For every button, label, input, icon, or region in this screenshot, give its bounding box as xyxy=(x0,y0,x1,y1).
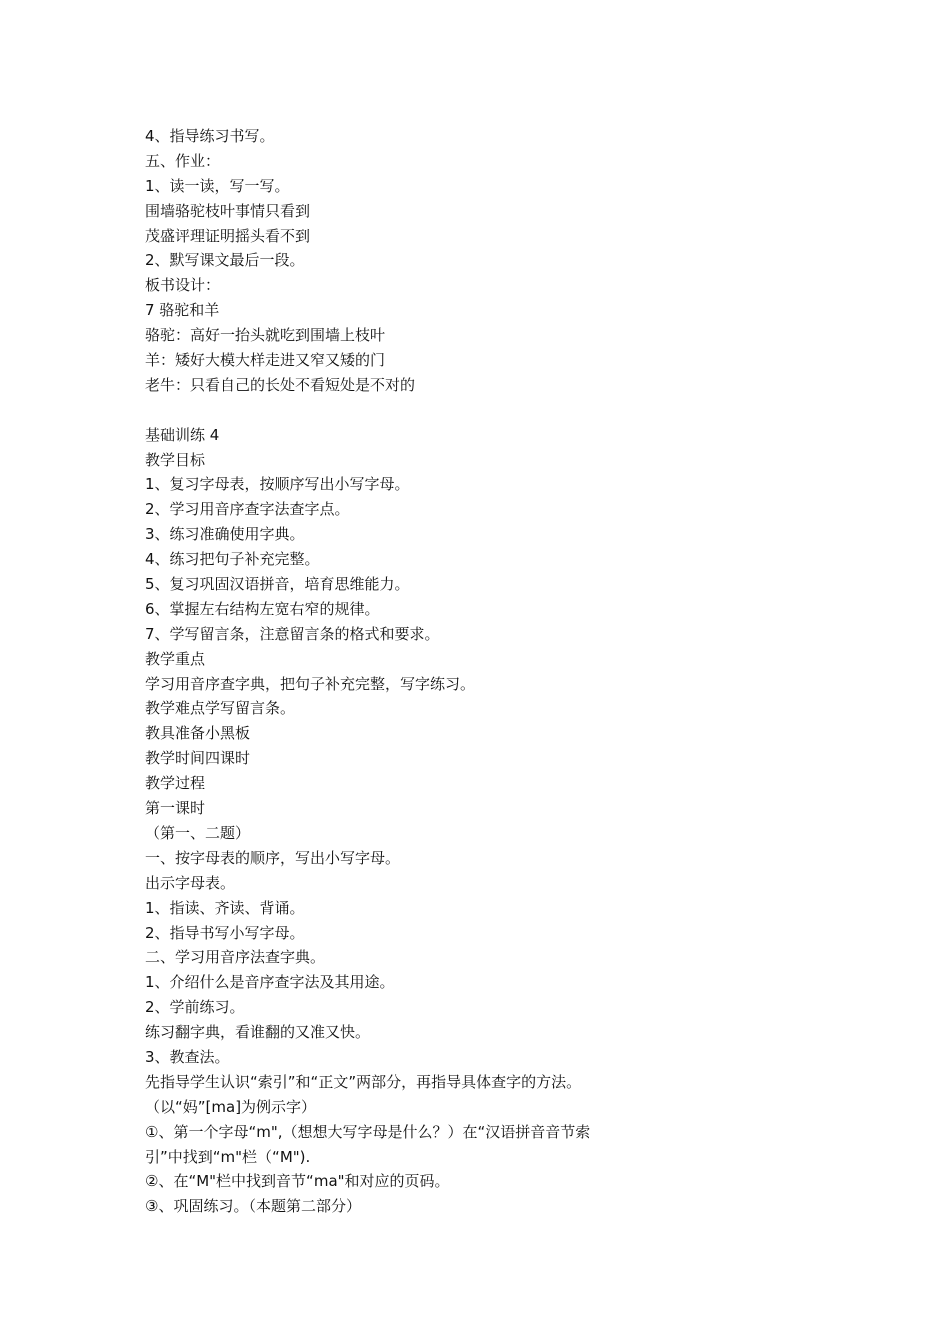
body-line: 教具准备小黑板 xyxy=(145,724,251,743)
section-heading-process: 教学过程 xyxy=(145,774,206,793)
vocab-line: 围墙骆驼枝叶事情只看到 xyxy=(145,201,311,220)
body-line: 教学时间四课时 xyxy=(145,749,251,768)
section-heading-key-points: 教学重点 xyxy=(145,649,206,668)
body-line: 教学难点学写留言条。 xyxy=(145,699,296,718)
body-line: 1、介绍什么是音序查字法及其用途。 xyxy=(145,973,395,992)
body-line: 一、按字母表的顺序，写出小写字母。 xyxy=(145,848,401,867)
body-line: （第一、二题） xyxy=(145,823,251,842)
body-line: 学习用音序查字典，把句子补充完整，写字练习。 xyxy=(145,674,476,693)
document-body xyxy=(145,124,685,1219)
board-title: 7 骆驼和羊 xyxy=(145,301,220,320)
body-line: 3、教查法。 xyxy=(145,1047,230,1066)
body-line: 1、读一读，写一写。 xyxy=(145,176,290,195)
section-heading-board-design: 板书设计： xyxy=(145,276,221,295)
body-line: 二、学习用音序法查字典。 xyxy=(145,948,326,967)
section-heading-homework: 五、作业： xyxy=(145,151,221,170)
objective-item: 7、学写留言条，注意留言条的格式和要求。 xyxy=(145,624,440,643)
board-line: 骆驼：高好一抬头就吃到围墙上枝叶 xyxy=(145,326,386,345)
objective-item: 1、复习字母表，按顺序写出小写字母。 xyxy=(145,475,410,494)
objective-item: 4、练习把句子补充完整。 xyxy=(145,550,320,569)
vocab-line: 茂盛评理证明摇头看不到 xyxy=(145,226,311,245)
body-line: 2、学前练习。 xyxy=(145,998,245,1017)
body-line: ②、在“M"栏中找到音节“ma"和对应的页码。 xyxy=(145,1172,450,1191)
section-heading-first-lesson: 第一课时 xyxy=(145,799,206,818)
body-line: 4、指导练习书写。 xyxy=(145,127,275,145)
body-line: 先指导学生认识“索引”和“正文”两部分，再指导具体查字的方法。 xyxy=(145,1072,582,1091)
objective-item: 6、掌握左右结构左宽右窄的规律。 xyxy=(145,599,380,618)
body-line: （以“妈”[ma]为例示字） xyxy=(145,1097,317,1116)
board-line: 羊：矮好大模大样走进又窄又矮的门 xyxy=(145,351,386,370)
section-heading-objectives: 教学目标 xyxy=(145,450,206,469)
body-line: 引”中找到“m"栏（“M"). xyxy=(145,1147,311,1166)
body-line: 练习翻字典，看谁翻的又准又快。 xyxy=(145,1023,371,1042)
body-line: ③、巩固练习。（本题第二部分） xyxy=(145,1197,361,1216)
body-line: ①、第一个字母“m",（想想大写字母是什么？）在“汉语拼音音节索 xyxy=(145,1122,591,1141)
body-line: 1、指读、齐读、背诵。 xyxy=(145,898,305,917)
lesson-title: 基础训练 4 xyxy=(145,425,220,444)
objective-item: 5、复习巩固汉语拼音，培育思维能力。 xyxy=(145,575,410,594)
body-line: 2、指导书写小写字母。 xyxy=(145,923,305,942)
objective-item: 2、学习用音序查字法查字点。 xyxy=(145,500,350,519)
blank-line xyxy=(145,398,685,423)
board-line: 老牛：只看自己的长处不看短处是不对的 xyxy=(145,375,416,394)
objective-item: 3、练习准确使用字典。 xyxy=(145,525,305,544)
body-line: 出示字母表。 xyxy=(145,873,236,892)
body-line: 2、默写课文最后一段。 xyxy=(145,251,305,270)
